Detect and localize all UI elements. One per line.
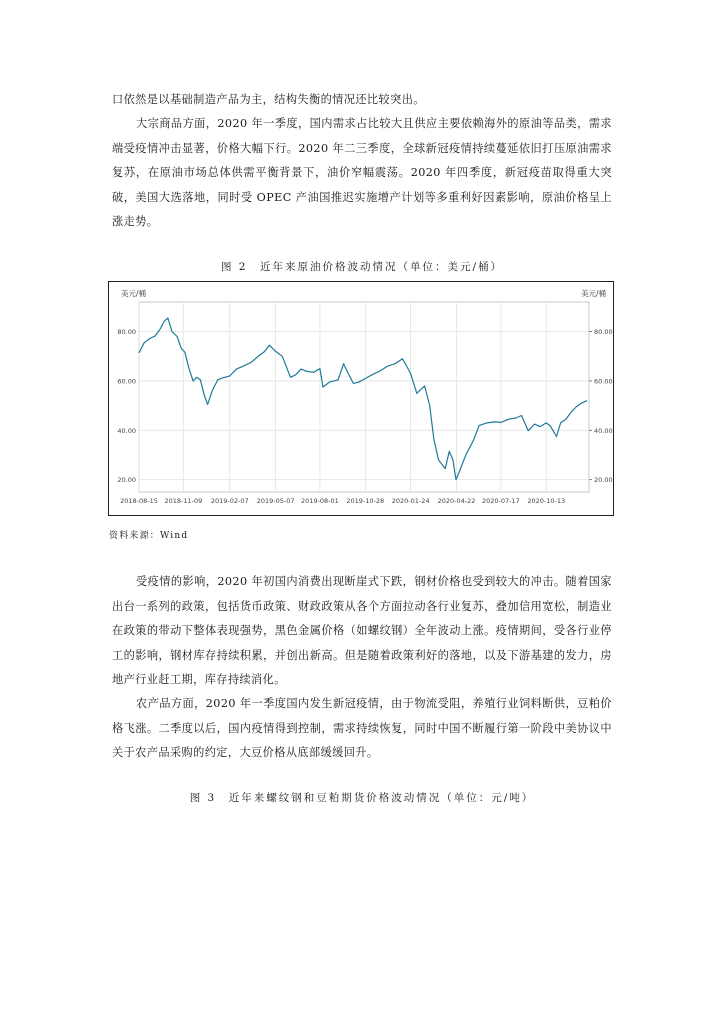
data-point <box>301 369 302 370</box>
data-point <box>149 338 150 339</box>
y-tick-label-right: 60.00 <box>594 377 613 386</box>
data-point <box>487 423 488 424</box>
data-point <box>508 419 509 420</box>
data-point <box>338 380 339 381</box>
data-point <box>494 422 495 423</box>
data-point <box>320 368 321 369</box>
data-point <box>259 355 260 356</box>
data-point <box>402 358 403 359</box>
x-tick-label: 2020-04-22 <box>437 497 476 505</box>
data-point <box>581 403 582 404</box>
data-point <box>372 374 373 375</box>
data-point <box>189 368 190 369</box>
data-point <box>313 372 314 373</box>
data-point <box>212 389 213 390</box>
paragraph-2: 大宗商品方面，2020 年一季度，国内需求占比较大且供应主要依赖海外的原油等品类，需求端受疫情冲击显著，价格大幅下行。2020 年二三季度，全球新冠疫情持续蔓延依旧打压原油需求复苏，在原油市场总体供需平衡背景下，油价窄幅震荡。2020 年四季度，新冠疫苗取得重大突破，美国大选落地，同时受 OPEC 产油国推迟实施增产计划等多重利好因素影响，原油价格呈上涨走势。 <box>112 117 612 228</box>
data-point <box>576 407 577 408</box>
data-point <box>275 351 276 352</box>
data-point <box>515 418 516 419</box>
data-point <box>348 373 349 374</box>
y-tick-label-right: 80.00 <box>594 328 613 337</box>
data-point <box>168 318 169 319</box>
data-point <box>587 400 588 401</box>
chart-svg <box>109 282 613 515</box>
x-tick-label: 2020-07-17 <box>481 497 520 505</box>
data-point <box>290 377 291 378</box>
data-point <box>204 395 205 396</box>
data-point <box>295 374 296 375</box>
data-point <box>200 379 201 380</box>
data-point <box>546 423 547 424</box>
data-point <box>243 366 244 367</box>
data-point <box>465 455 466 456</box>
oil-price-series-line <box>139 318 587 480</box>
data-point <box>565 419 566 420</box>
data-point <box>449 451 450 452</box>
x-tick-label: 2019-10-28 <box>346 497 385 505</box>
x-tick-label: 2018-08-15 <box>120 497 158 505</box>
data-point <box>269 345 270 346</box>
data-point <box>456 479 457 480</box>
x-tick-label: 2019-05-07 <box>256 497 295 505</box>
data-point <box>181 348 182 349</box>
data-point <box>172 331 173 332</box>
data-point <box>193 381 194 382</box>
y-axis-unit-right: 美元/桶 <box>581 289 607 298</box>
data-point <box>479 425 480 426</box>
x-tick-label: 2019-08-01 <box>301 497 339 505</box>
x-tick-label: 2019-02-07 <box>210 497 249 505</box>
data-point <box>229 376 230 377</box>
data-point <box>459 471 460 472</box>
data-point <box>429 405 430 406</box>
x-tick-label: 2018-11-09 <box>164 497 203 505</box>
data-point <box>218 379 219 380</box>
data-point <box>353 383 354 384</box>
data-point <box>453 460 454 461</box>
data-point <box>406 365 407 366</box>
data-point <box>528 430 529 431</box>
y-axis-unit-left: 美元/桶 <box>121 289 147 298</box>
crude-oil-price-chart <box>108 281 614 516</box>
plot-area-frame <box>139 302 589 492</box>
y-tick-label-left: 40.00 <box>117 426 136 435</box>
x-tick-label: 2020-10-13 <box>527 497 566 505</box>
y-tick-label-right: 20.00 <box>594 476 613 485</box>
data-point <box>177 336 178 337</box>
data-point <box>433 439 434 440</box>
data-point <box>445 468 446 469</box>
data-point <box>410 373 411 374</box>
data-point <box>387 366 388 367</box>
data-point <box>379 371 380 372</box>
grid-layer <box>139 302 589 492</box>
data-point <box>501 422 502 423</box>
figure-3-caption: 图 3 近年来螺纹钢和豆粕期货价格波动情况（单位：元/吨） <box>189 792 535 804</box>
data-point <box>329 382 330 383</box>
data-point <box>556 436 557 437</box>
y-tick-label-left: 60.00 <box>117 377 136 386</box>
data-point <box>473 440 474 441</box>
data-point <box>282 356 283 357</box>
figure-2-caption: 图 2 近年来原油价格波动情况（单位：美元/桶） <box>220 261 504 273</box>
data-point <box>571 411 572 412</box>
paragraph-4: 农产品方面，2020 年一季度国内发生新冠疫情，由于物流受阻，养殖行业饲料断供，豆粕价格飞涨。二季度以后，国内疫情得到控制，需求持续恢复，同时中国不断履行第一阶段中美协议中关于农产品采购的约定，大豆价格从底部缓缓回升。 <box>112 697 612 759</box>
series-line-layer <box>139 318 588 481</box>
data-point <box>540 426 541 427</box>
data-point <box>196 377 197 378</box>
data-point <box>164 321 165 322</box>
figure-2-source: 资料来源：Wind <box>109 531 189 541</box>
y-tick-label-right: 40.00 <box>594 426 613 435</box>
y-tick-label-left: 20.00 <box>117 476 136 485</box>
data-point <box>534 424 535 425</box>
data-point <box>323 387 324 388</box>
data-point <box>424 386 425 387</box>
paragraph-1: 口依然是以基础制造产品为主，结构失衡的情况还比较突出。 <box>112 93 425 106</box>
data-point <box>358 382 359 383</box>
data-point <box>343 363 344 364</box>
data-point <box>155 336 156 337</box>
y-tick-label-left: 80.00 <box>117 328 136 337</box>
data-point <box>438 460 439 461</box>
data-point <box>306 371 307 372</box>
data-point <box>144 342 145 343</box>
data-point <box>160 329 161 330</box>
x-tick-label: 2020-01-24 <box>391 497 430 505</box>
data-point <box>264 351 265 352</box>
data-point <box>560 423 561 424</box>
data-point <box>207 404 208 405</box>
data-point <box>395 363 396 364</box>
data-point <box>223 377 224 378</box>
data-point <box>139 352 140 353</box>
data-point <box>521 415 522 416</box>
data-point <box>236 369 237 370</box>
paragraph-3: 受疫情的影响，2020 年初国内消费出现断崖式下跌，钢材价格也受到较大的冲击。随着国家出台一系列的政策，包括货币政策、财政政策从各个方面拉动各行业复苏，叠加信用宽松，制造业在政策的带动下整体表现强势，黑色金属价格（如螺纹钢）全年波动上涨。疫情期间，受各行业停工的影响，钢材库存持续积累，并创出新高。但是随着政策利好的落地，以及下游基建的发力，房地产行业赶工期，库存持续消化。 <box>112 575 612 686</box>
data-point <box>185 352 186 353</box>
data-point <box>416 393 417 394</box>
data-point <box>550 426 551 427</box>
data-point <box>365 378 366 379</box>
data-point <box>251 362 252 363</box>
